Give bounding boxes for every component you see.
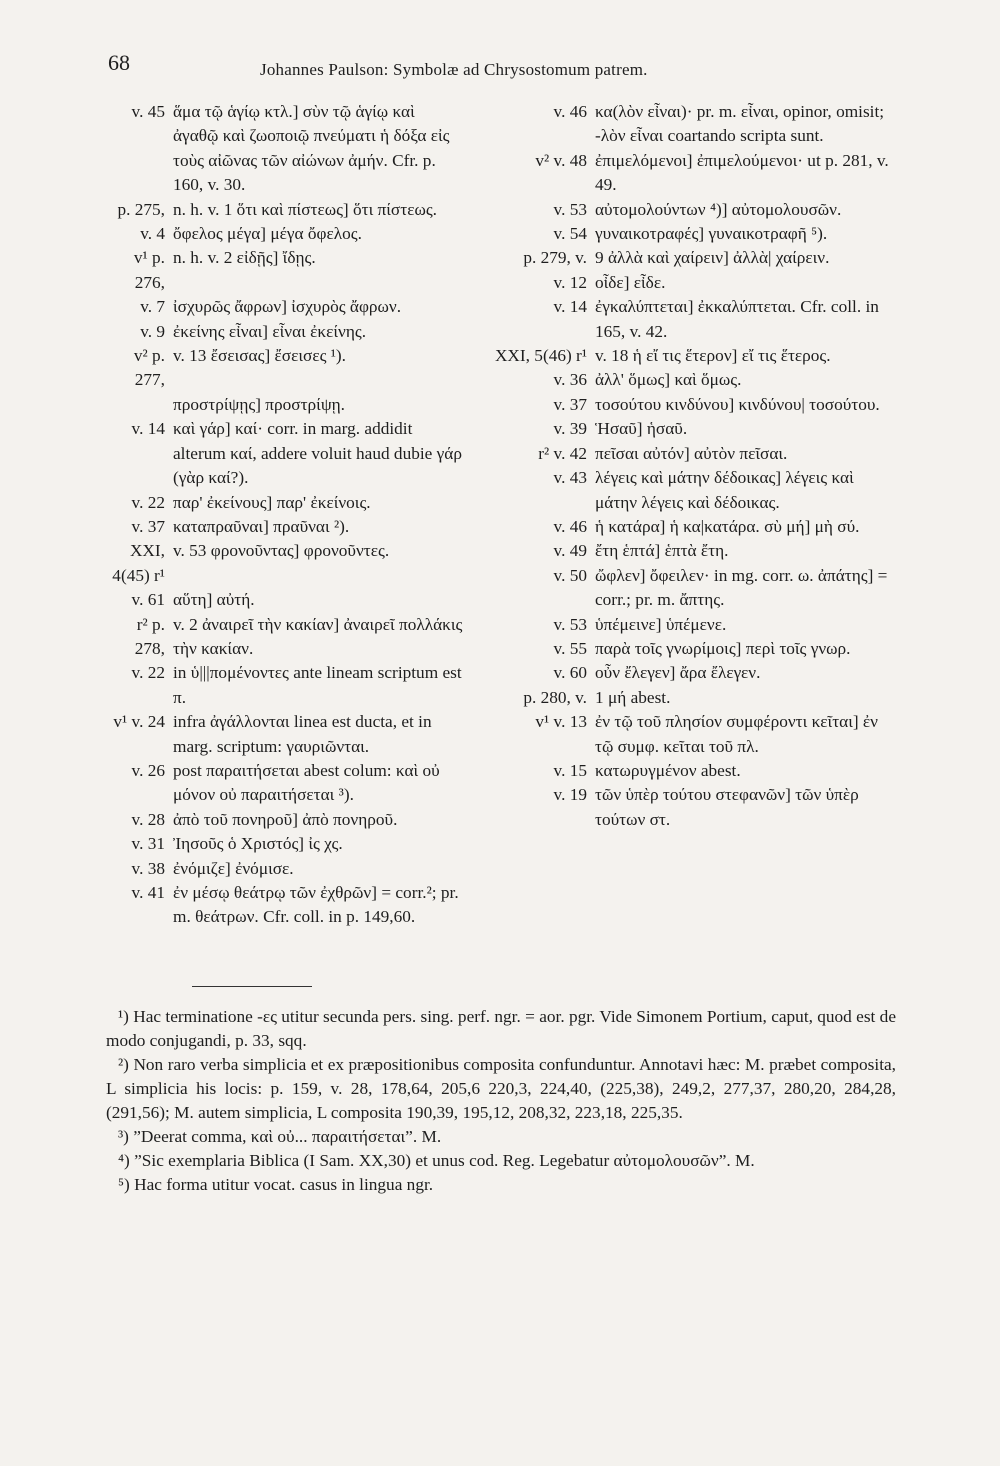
- entry-reference: v. 46: [553, 516, 587, 536]
- entry-reference: v. 37: [131, 516, 165, 536]
- entry-text: ὄφελος μέγα] μέγα ὄφελος.: [173, 224, 362, 244]
- entry-reference: XXI, 4(45) r¹: [112, 541, 165, 585]
- footnote: [106, 1149, 896, 1173]
- footnote-text: Hac forma utitur vocat. casus in lingua ngr.: [134, 1175, 434, 1194]
- entry-reference: v. 7: [140, 297, 165, 317]
- footnote: [106, 1125, 896, 1149]
- apparatus-entry: [110, 661, 475, 710]
- apparatus-entry: [492, 295, 892, 344]
- entry-reference: v. 15: [553, 760, 587, 780]
- entry-text: v. 53 φρονοῦντας] φρονοῦντες.: [173, 541, 390, 561]
- entry-text: ἐκείνης εἶναι] εἶναι ἐκείνης.: [173, 321, 367, 341]
- footnote: [106, 1005, 896, 1053]
- entry-text: n. h. v. 1 ὅτι καὶ πίστεως] ὅτι πίστεως.: [173, 199, 437, 219]
- entry-text: in ὑ|||πομένοντες ante lineam scriptum est π.: [173, 663, 462, 707]
- entry-reference: v. 60: [553, 663, 587, 683]
- apparatus-entry: [110, 295, 475, 319]
- entry-reference: v. 14: [553, 297, 587, 317]
- entry-reference: v. 28: [131, 809, 165, 829]
- entry-text: οὖν ἔλεγεν] ἄρα ἔλεγεν.: [595, 663, 761, 683]
- entry-text: ἐπιμελόμενοι] ἐπιμελούμενοι· ut p. 281, v. 49.: [595, 150, 889, 195]
- apparatus-entry: [492, 564, 892, 613]
- entry-text: καὶ γάρ] καί· corr. in marg. addidit alterum καί, addere voluit haud dubie γάρ (γὰρ καί?).: [173, 419, 462, 488]
- footnotes: [106, 1005, 896, 1197]
- apparatus-entry: [492, 442, 892, 466]
- entry-text: ἐγκαλύπτεται] ἐκκαλύπτεται. Cfr. coll. in 165, v. 42.: [595, 297, 879, 341]
- entry-reference: r² v. 42: [538, 443, 587, 463]
- entry-text: προστρίψῃς] προστρίψῃ.: [173, 394, 345, 414]
- entry-text: v. 13 ἔσεισας] ἔσεισες ¹).: [173, 346, 346, 366]
- footnote-mark: ⁴): [118, 1151, 130, 1170]
- apparatus-entry: [110, 344, 475, 393]
- footnote-mark: ¹): [118, 1007, 129, 1026]
- entry-text: λέγεις καὶ μάτην δέδοικας] λέγεις καὶ μάτην λέγεις καὶ δέδοικας.: [595, 468, 854, 512]
- entry-reference: XXI, 5(46) r¹: [494, 346, 587, 366]
- footnote-text: ”Sic exemplaria Biblica (I Sam. XX,30) et unus cod. Reg. Legebatur αὐτομολουσῶν”. M.: [134, 1151, 755, 1170]
- apparatus-entry: [110, 198, 475, 222]
- footnote-mark: ³): [118, 1127, 129, 1146]
- apparatus-entry: [492, 222, 892, 246]
- footnote: [106, 1053, 896, 1125]
- apparatus-entry: [492, 686, 892, 710]
- apparatus-entry: [492, 368, 892, 392]
- left-column: [110, 100, 475, 930]
- apparatus-entry: [110, 808, 475, 832]
- entry-text: κα(λὸν εἶναι)· pr. m. εἶναι, opinor, omisit; -λὸν εἶναι coartando scripta sunt.: [595, 102, 885, 146]
- entry-reference: v. 50: [553, 565, 587, 585]
- entry-reference: v. 53: [553, 199, 587, 219]
- page-number: 68: [108, 50, 130, 75]
- footnote-text: Hac terminatione -ες utitur secunda pers. sing. perf. ngr. = aor. pgr. Vide Simonem Portium, caput, quod est de modo conjugandi, p. 33, sqq.: [106, 1007, 896, 1050]
- entry-reference: v. 12: [553, 272, 587, 292]
- apparatus-entry: [110, 588, 475, 612]
- entry-text: ὤφλεν] ὄφειλεν· in mg. corr. ω. ἀπάτης] = corr.; pr. m. ἄπτης.: [595, 565, 888, 610]
- apparatus-entry: [492, 710, 892, 759]
- entry-text: ἐν τῷ τοῦ πλησίον συμφέροντι κεῖται] ἐν τῷ συμφ. κεῖται τοῦ πλ.: [595, 712, 878, 756]
- entry-text: ἅμα τῷ ἁγίῳ κτλ.] σὺν τῷ ἁγίῳ καὶ ἀγαθῷ καὶ ζωοποιῷ πνεύματι ἡ δόξα εἰς τοὺς αἰῶνας τῶν αἰώνων ἀμήν. Cfr. p. 160, v. 30.: [173, 102, 450, 195]
- entry-text: αὐτομολούντων ⁴)] αὐτομολουσῶν.: [595, 199, 842, 219]
- apparatus-entry: [492, 515, 892, 539]
- entry-reference: v. 41: [131, 883, 165, 902]
- entry-reference: v. 45: [131, 102, 165, 121]
- apparatus-entry: [110, 857, 475, 881]
- apparatus-entry: [110, 491, 475, 515]
- entry-text: τοσούτου κινδύνου] κινδύνου| τοσούτου.: [595, 394, 880, 414]
- apparatus-entry: [110, 100, 475, 198]
- entry-text: ἀπὸ τοῦ πονηροῦ] ἀπὸ πονηροῦ.: [173, 809, 398, 829]
- entry-text: infra ἀγάλλονται linea est ducta, et in marg. scriptum: γαυριῶνται.: [173, 712, 432, 756]
- footnote-text: Non raro verba simplicia et ex præpositionibus composita confunduntur. Annotavi hæc: M. præbet composita, L simplicia his locis: p. 159, v. 28, 178,64, 205,6 220,3, 224,40, (225,38), 249,2, 277,37, 280,20, 284,28, (291,56); M. autem simplicia, L composita 190,39, 195,12, 208,32, 223,18, 225,35.: [106, 1055, 896, 1122]
- entry-reference: v¹ v. 24: [113, 712, 165, 732]
- footnote-text: ”Deerat comma, καὶ οὐ... παραιτήσεται”. M.: [133, 1127, 442, 1146]
- apparatus-entry: [492, 661, 892, 685]
- footnote: [106, 1173, 896, 1197]
- entry-reference: p. 280, v.: [523, 687, 587, 707]
- entry-reference: v. 19: [553, 785, 587, 805]
- entry-reference: v. 55: [553, 638, 587, 658]
- entry-text: παρ' ἐκείνους] παρ' ἐκείνοις.: [173, 492, 371, 512]
- entry-reference: v. 22: [131, 492, 165, 512]
- entry-text: n. h. v. 2 εἰδῇς] ἴδῃς.: [173, 248, 316, 268]
- entry-text: v. 18 ἡ εἴ τις ἕτερον] εἴ τις ἕτερος.: [595, 346, 831, 366]
- apparatus-entry: [492, 149, 892, 198]
- apparatus-entry: [492, 246, 892, 270]
- apparatus-entry: [110, 246, 475, 295]
- entry-reference: v² p. 277,: [133, 346, 165, 390]
- entry-text: 1 μή abest.: [595, 687, 671, 707]
- apparatus-entry: [492, 466, 892, 515]
- apparatus-entry: [110, 515, 475, 539]
- apparatus-entry: [492, 100, 892, 149]
- entry-text: Ἡσαῦ] ἡσαῦ.: [595, 419, 688, 439]
- entry-text: τῶν ὑπὲρ τούτου στεφανῶν] τῶν ὑπὲρ τούτων στ.: [595, 785, 859, 829]
- apparatus-entry: [492, 417, 892, 441]
- running-title: Johannes Paulson: Symbolæ ad Chrysostomum patrem.: [260, 60, 648, 79]
- right-column: [492, 100, 892, 832]
- entry-reference: v. 9: [140, 321, 165, 341]
- entry-reference: p. 279, v.: [523, 248, 587, 268]
- entry-reference: v. 22: [131, 663, 165, 683]
- entry-reference: r² p. 278,: [134, 614, 165, 658]
- entry-text: post παραιτήσεται abest colum: καὶ οὐ μόνον οὐ παραιτήσεται ³).: [173, 760, 440, 805]
- apparatus-entry: [110, 759, 475, 808]
- entry-text: ὑπέμεινε] ὑπέμενε.: [595, 614, 727, 634]
- apparatus-entry: [110, 320, 475, 344]
- entry-text: γυναικοτραφές] γυναικοτραφῆ ⁵).: [595, 224, 828, 244]
- apparatus-entry: [110, 613, 475, 662]
- apparatus-entry: [110, 832, 475, 856]
- entry-reference: v. 43: [553, 468, 587, 488]
- entry-reference: v. 36: [553, 370, 587, 390]
- entry-reference: v. 26: [131, 760, 165, 780]
- apparatus-entry: [110, 539, 475, 588]
- apparatus-entry: [492, 759, 892, 783]
- footnote-mark: ⁵): [118, 1175, 130, 1194]
- apparatus-entry: [492, 783, 892, 832]
- entry-reference: v. 38: [131, 858, 165, 878]
- entry-text: πεῖσαι αὐτόν] αὐτὸν πεῖσαι.: [595, 443, 788, 463]
- entry-reference: v. 39: [553, 419, 587, 439]
- apparatus-entry: [110, 417, 475, 490]
- apparatus-entry: [110, 710, 475, 759]
- entry-text: παρὰ τοῖς γνωρίμοις] περὶ τοῖς γνωρ.: [595, 638, 851, 658]
- entry-reference: v. 46: [553, 102, 587, 121]
- entry-reference: v. 31: [131, 834, 165, 854]
- entry-reference: v. 49: [553, 541, 587, 561]
- entry-text: οἶδε] εἶδε.: [595, 272, 666, 292]
- apparatus-entry: [492, 637, 892, 661]
- apparatus-entry: [492, 613, 892, 637]
- entry-text: ἀλλ' ὅμως] καὶ ὅμως.: [595, 370, 742, 390]
- entry-reference: v. 37: [553, 394, 587, 414]
- apparatus-entry: [492, 198, 892, 222]
- footnote-rule: [192, 986, 312, 987]
- footnote-mark: ²): [118, 1055, 129, 1074]
- entry-text: αὕτη] αὐτή.: [173, 590, 255, 610]
- apparatus-entry: [110, 881, 475, 930]
- entry-reference: v. 14: [131, 419, 165, 439]
- entry-reference: p. 275,: [117, 199, 165, 219]
- entry-text: 9 ἀλλὰ καὶ χαίρειν] ἀλλὰ| χαίρειν.: [595, 248, 830, 268]
- entry-text: ἡ κατάρα] ἡ κα|κατάρα. σὺ μή] μὴ σύ.: [595, 516, 860, 536]
- entry-text: καταπραῦναι] πραῦναι ²).: [173, 516, 350, 536]
- apparatus-entry: [110, 393, 475, 417]
- entry-text: κατωρυγμένον abest.: [595, 760, 741, 780]
- entry-reference: v¹ p. 276,: [133, 248, 165, 292]
- apparatus-entry: [492, 344, 892, 368]
- apparatus-entry: [492, 393, 892, 417]
- entry-text: v. 2 ἀναιρεῖ τὴν κακίαν] ἀναιρεῖ πολλάκις τὴν κακίαν.: [173, 614, 463, 658]
- entry-text: Ἰησοῦς ὁ Χριστός] ἰς χς.: [173, 834, 343, 854]
- entry-reference: v. 54: [553, 224, 587, 244]
- entry-text: ἰσχυρῶς ἄφρων] ἰσχυρὸς ἄφρων.: [173, 297, 402, 317]
- apparatus-entry: [492, 539, 892, 563]
- entry-text: ἐνόμιζε] ἐνόμισε.: [173, 858, 294, 878]
- entry-reference: v. 4: [140, 224, 165, 244]
- entry-reference: v¹ v. 13: [535, 712, 587, 732]
- entry-reference: v² v. 48: [535, 150, 587, 170]
- apparatus-entry: [492, 271, 892, 295]
- entry-text: ἐν μέσῳ θεάτρῳ τῶν ἐχθρῶν] = corr.²; pr. m. θεάτρων. Cfr. coll. in p. 149,60.: [173, 883, 459, 927]
- entry-text: ἔτη ἑπτά] ἑπτὰ ἔτη.: [595, 541, 729, 561]
- entry-reference: v. 61: [131, 590, 165, 610]
- entry-reference: v. 53: [553, 614, 587, 634]
- apparatus-entry: [110, 222, 475, 246]
